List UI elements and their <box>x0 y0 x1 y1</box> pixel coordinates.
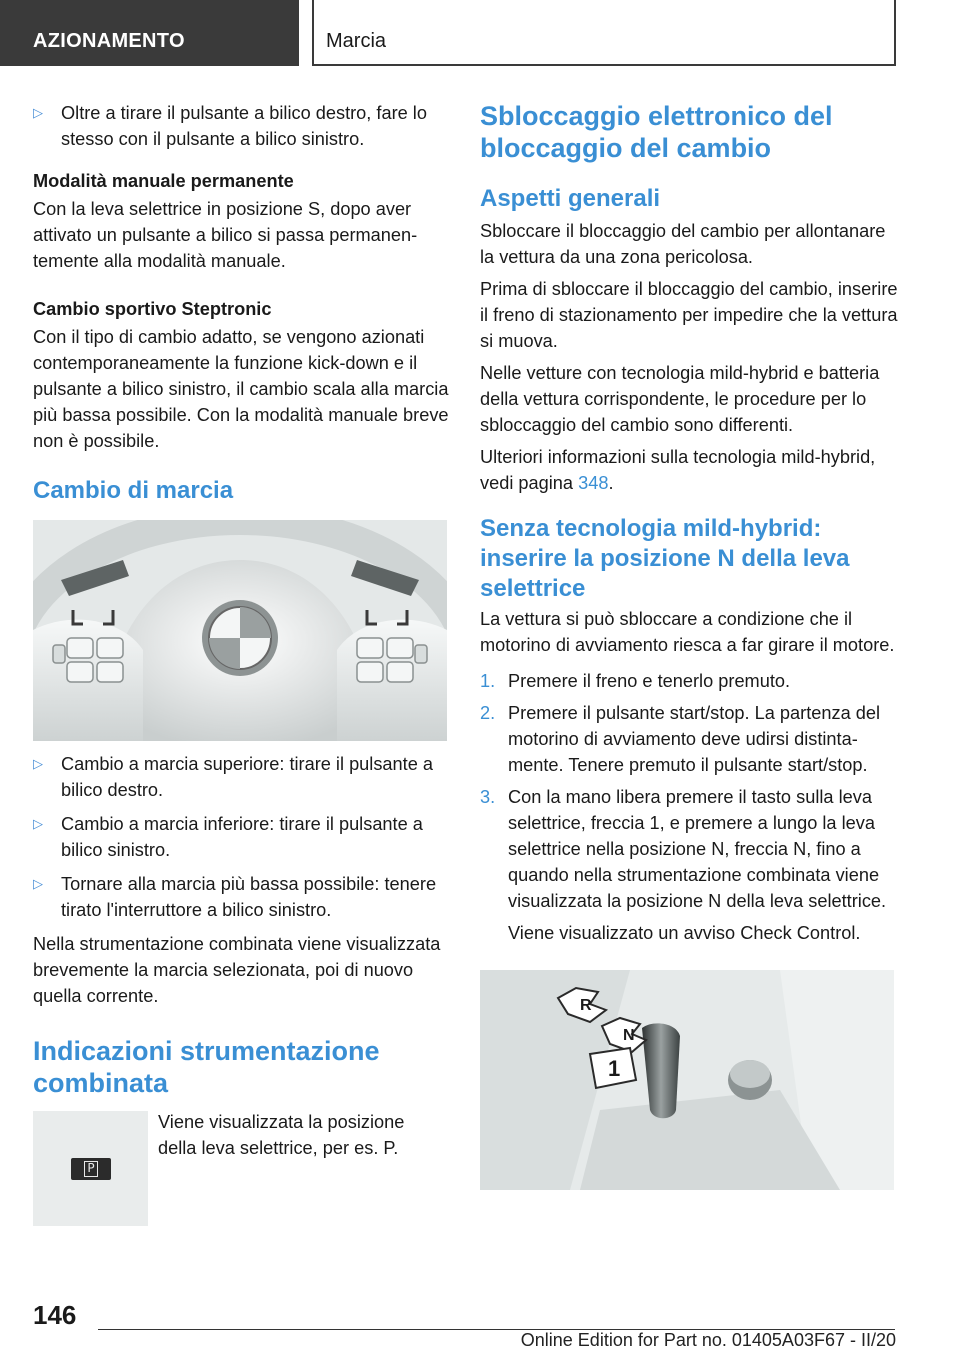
gear-selector-illustration <box>480 970 894 1190</box>
sport-text: Con il tipo di cambio adatto, se vengono azionati contemporaneamente la funzione kick-down e il pulsante a bilico sinistro, il cambio scala alla marcia più bassa possibile. Con la modalità manuale breve non è possibile. <box>33 327 449 451</box>
triangle-bullet-icon: ▷ <box>33 756 43 771</box>
triangle-bullet-icon: ▷ <box>33 876 43 891</box>
general-heading: Aspetti generali <box>480 185 661 212</box>
general-p3: Nelle vetture con tecnologia mild-hybrid e batteria della vettura corrispondente, le procedure per lo sbloccaggio del cambio sono differenti. <box>480 363 880 435</box>
unlock-heading: Sbloccaggio elettronico del bloccaggio del cambio <box>480 101 833 163</box>
shift-bullet-up: ▷ Cambio a marcia superiore: tirare il pulsante a bilico destro. <box>33 751 451 803</box>
edition-line: Online Edition for Part no. 01405A03F67 - II/20 <box>520 1330 896 1350</box>
gear-letter: P <box>84 1161 98 1177</box>
section-title: AZIONAMENTO <box>33 30 185 52</box>
left-column <box>33 100 451 1229</box>
chapter-tab <box>312 0 896 66</box>
steering-wheel-figure <box>33 520 447 741</box>
shift-bullet-lowest: ▷ Tornare alla marcia più bassa possibile: tenere tirato l'interruttore a bilico sinistro. <box>33 871 451 923</box>
arrow-label-r: R <box>580 997 592 1014</box>
manual-mode-title: Modalità manuale permanente <box>33 171 294 191</box>
triangle-bullet-icon: ▷ <box>33 105 43 120</box>
nohybrid-text: La vettura si può sbloccare a condizione che il motorino di avviamento riesca a far girare il motore. <box>480 609 895 655</box>
page-link[interactable]: 348 <box>578 473 609 493</box>
shift-bullet-down: ▷ Cambio a marcia inferiore: tirare il pulsante a bilico sinistro. <box>33 811 451 863</box>
arrow-label-1: 1 <box>608 1056 621 1081</box>
bullet-item: ▷ Oltre a tirare il pulsante a bilico destro, fare lo stesso con il pulsante a bilico sinistro. <box>33 100 451 152</box>
cluster-block <box>33 1111 451 1229</box>
steering-wheel-illustration <box>33 520 447 741</box>
triangle-bullet-icon: ▷ <box>33 816 43 831</box>
gear-selector-figure <box>480 970 894 1190</box>
chapter-title: Marcia <box>326 30 387 52</box>
gear-indicator-icon <box>71 1158 111 1180</box>
cluster-text: Viene visualizzata la posizione della leva selettrice, per es. P. <box>158 1112 405 1158</box>
page-number: 146 <box>33 1300 77 1330</box>
shift-heading: Cambio di marcia <box>33 477 234 504</box>
section-tab <box>0 0 299 66</box>
step-item: 1. Premere il freno e tenerlo premuto. <box>480 671 791 691</box>
steps-list <box>480 668 898 946</box>
manual-mode-text: Con la leva selettrice in posizione S, dopo aver attivato un pulsante a bilico si passa permanentemente alla modalità manuale. <box>33 199 418 271</box>
general-p1: Sbloccare il bloccaggio del cambio per allontanare la vettura da una zona pericolosa. <box>480 221 886 267</box>
nohybrid-heading: Senza tecnologia mild-hybrid: inserire la posizione N della leva selettrice <box>480 515 850 602</box>
shift-note: Nella strumentazione combinata viene visualizzata brevemente la marcia selezionata, poi di nuovo quella corrente. <box>33 934 441 1006</box>
step3-followup: Viene visualizzato un avviso Check Control. <box>508 923 861 943</box>
cluster-heading: Indicazioni strumentazione combinata <box>33 1036 380 1098</box>
step-item: 3. Con la mano libera premere il tasto sulla leva selettrice, freccia 1, e premere a lungo la leva selettrice nella posizione N, freccia N, fino a quando nella strumentazione combinata viene visualizzata la posizione N della leva selettrice. <box>480 787 887 911</box>
right-column <box>480 100 898 1190</box>
general-p4: Ulteriori informazioni sulla tecnologia mild-hybrid, vedi pagina 348. <box>480 447 876 493</box>
arrow-label-n: N <box>623 1027 635 1044</box>
step-item: 2. Premere il pulsante start/stop. La partenza del motorino di avviamento deve udirsi distintamente. Tenere premuto il pulsante start/stop. <box>480 703 881 775</box>
cluster-icon-frame <box>33 1111 148 1226</box>
general-p2: Prima di sbloccare il bloccaggio del cambio, inserire il freno di stazionamento per impedire che la vettura si muova. <box>480 279 898 351</box>
sport-title: Cambio sportivo Steptronic <box>33 299 272 319</box>
